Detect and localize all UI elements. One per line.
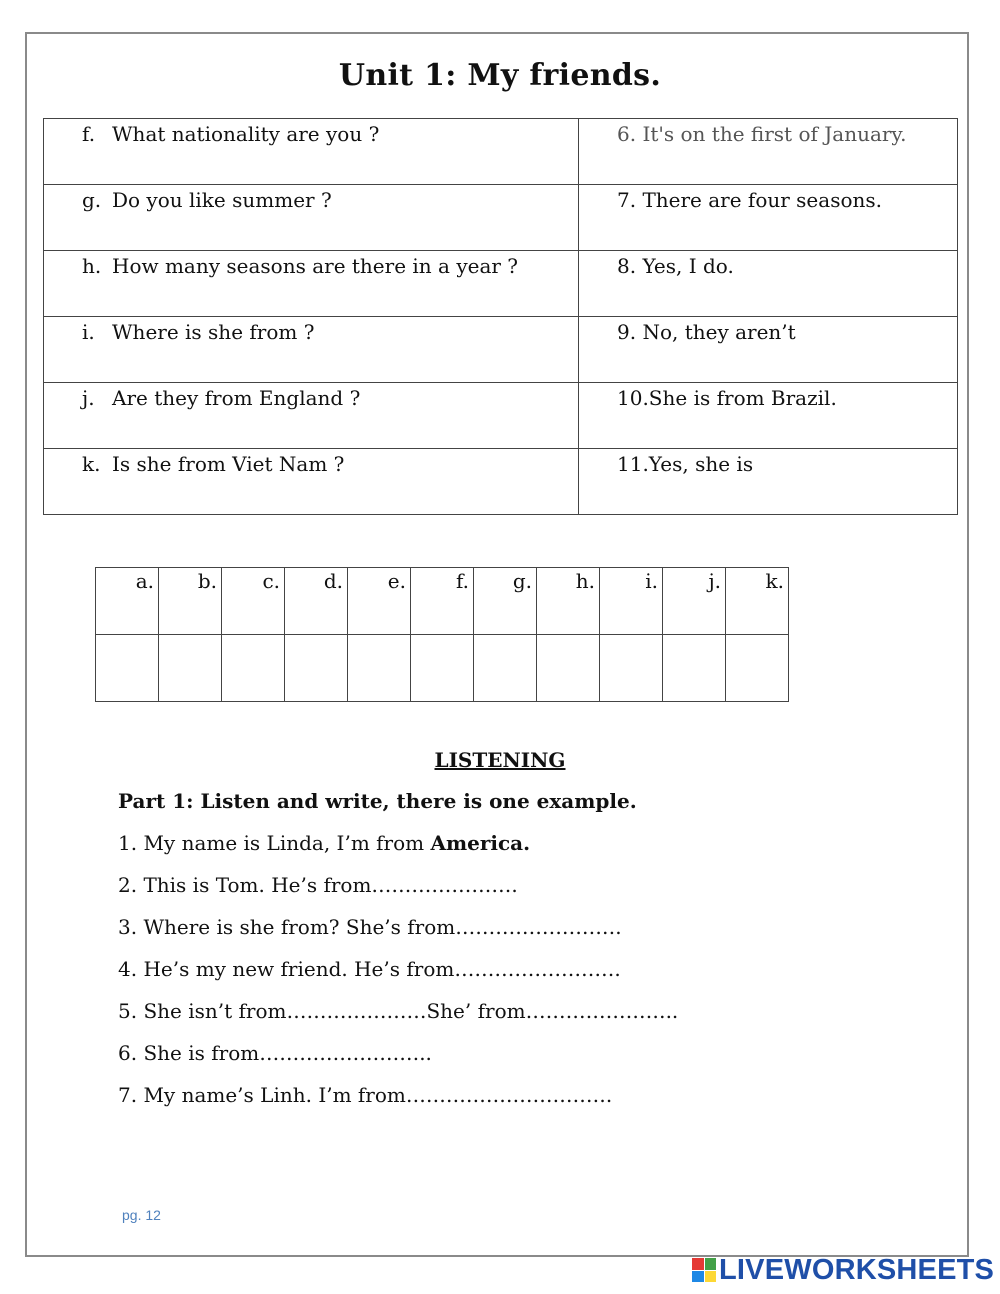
page-title: Unit 1: My friends.	[338, 58, 662, 93]
table-row	[44, 449, 958, 515]
question-letter: f.	[82, 122, 96, 146]
matching-table	[43, 118, 958, 515]
logo-blocks-icon	[692, 1258, 716, 1282]
question-letter: j.	[82, 386, 95, 410]
answer-cell-i[interactable]	[600, 635, 663, 702]
question-text: Is she from Viet Nam ?	[112, 452, 345, 476]
answer-grid	[95, 567, 789, 702]
answer-text: 11.Yes, she is	[579, 449, 958, 515]
answer-cell-k[interactable]	[726, 635, 789, 702]
answer-text: 10.She is from Brazil.	[579, 383, 958, 449]
question-letter: k.	[82, 452, 101, 476]
answer-text: 8. Yes, I do.	[579, 251, 958, 317]
table-row	[44, 119, 958, 185]
question-letter: h.	[82, 254, 102, 278]
answer-text: 6. It's on the first of January.	[579, 119, 958, 185]
liveworksheets-logo[interactable]	[692, 1254, 994, 1286]
question-letter: g.	[82, 188, 102, 212]
logo-text: LIVEWORKSHEETS	[719, 1253, 995, 1286]
grid-header-cell: e.	[348, 568, 411, 635]
part1-title: Part 1: Listen and write, there is one example.	[118, 789, 637, 813]
grid-header-cell: b.	[159, 568, 222, 635]
listening-heading: LISTENING	[434, 748, 566, 772]
answer-grid-input-row	[96, 635, 789, 702]
question-text: Where is she from ?	[112, 320, 315, 344]
grid-header-cell: a.	[96, 568, 159, 635]
listening-line: 6. She is from……………………..	[118, 1041, 432, 1065]
grid-header-cell: c.	[222, 568, 285, 635]
page-number: pg. 12	[122, 1207, 161, 1223]
grid-header-cell: g.	[474, 568, 537, 635]
example-line	[118, 831, 530, 855]
answer-cell-g[interactable]	[474, 635, 537, 702]
listening-line: 5. She isn’t from…………………She’ from…………………..	[118, 999, 679, 1023]
grid-header-cell: d.	[285, 568, 348, 635]
listening-line: 2. This is Tom. He’s from………………….	[118, 873, 518, 897]
grid-header-cell: k.	[726, 568, 789, 635]
table-row	[44, 185, 958, 251]
question-letter: i.	[82, 320, 95, 344]
answer-cell-e[interactable]	[348, 635, 411, 702]
example-answer: America.	[430, 831, 531, 855]
grid-header-cell: j.	[663, 568, 726, 635]
answer-cell-h[interactable]	[537, 635, 600, 702]
question-text: How many seasons are there in a year ?	[112, 254, 519, 278]
answer-cell-f[interactable]	[411, 635, 474, 702]
answer-cell-b[interactable]	[159, 635, 222, 702]
answer-text: 7. There are four seasons.	[579, 185, 958, 251]
example-prefix: 1. My name is Linda, I’m from	[118, 831, 431, 855]
listening-line: 3. Where is she from? She’s from…………………….	[118, 915, 622, 939]
table-row	[44, 383, 958, 449]
table-row	[44, 251, 958, 317]
answer-grid-header-row	[96, 568, 789, 635]
answer-cell-c[interactable]	[222, 635, 285, 702]
listening-line: 4. He’s my new friend. He’s from…………………….	[118, 957, 621, 981]
grid-header-cell: h.	[537, 568, 600, 635]
answer-cell-d[interactable]	[285, 635, 348, 702]
question-text: What nationality are you ?	[112, 122, 380, 146]
listening-line: 7. My name’s Linh. I’m from………………………….	[118, 1083, 613, 1107]
answer-cell-a[interactable]	[96, 635, 159, 702]
grid-header-cell: f.	[411, 568, 474, 635]
answer-text: 9. No, they aren’t	[579, 317, 958, 383]
question-text: Are they from England ?	[112, 386, 361, 410]
grid-header-cell: i.	[600, 568, 663, 635]
table-row	[44, 317, 958, 383]
question-text: Do you like summer ?	[112, 188, 332, 212]
answer-cell-j[interactable]	[663, 635, 726, 702]
